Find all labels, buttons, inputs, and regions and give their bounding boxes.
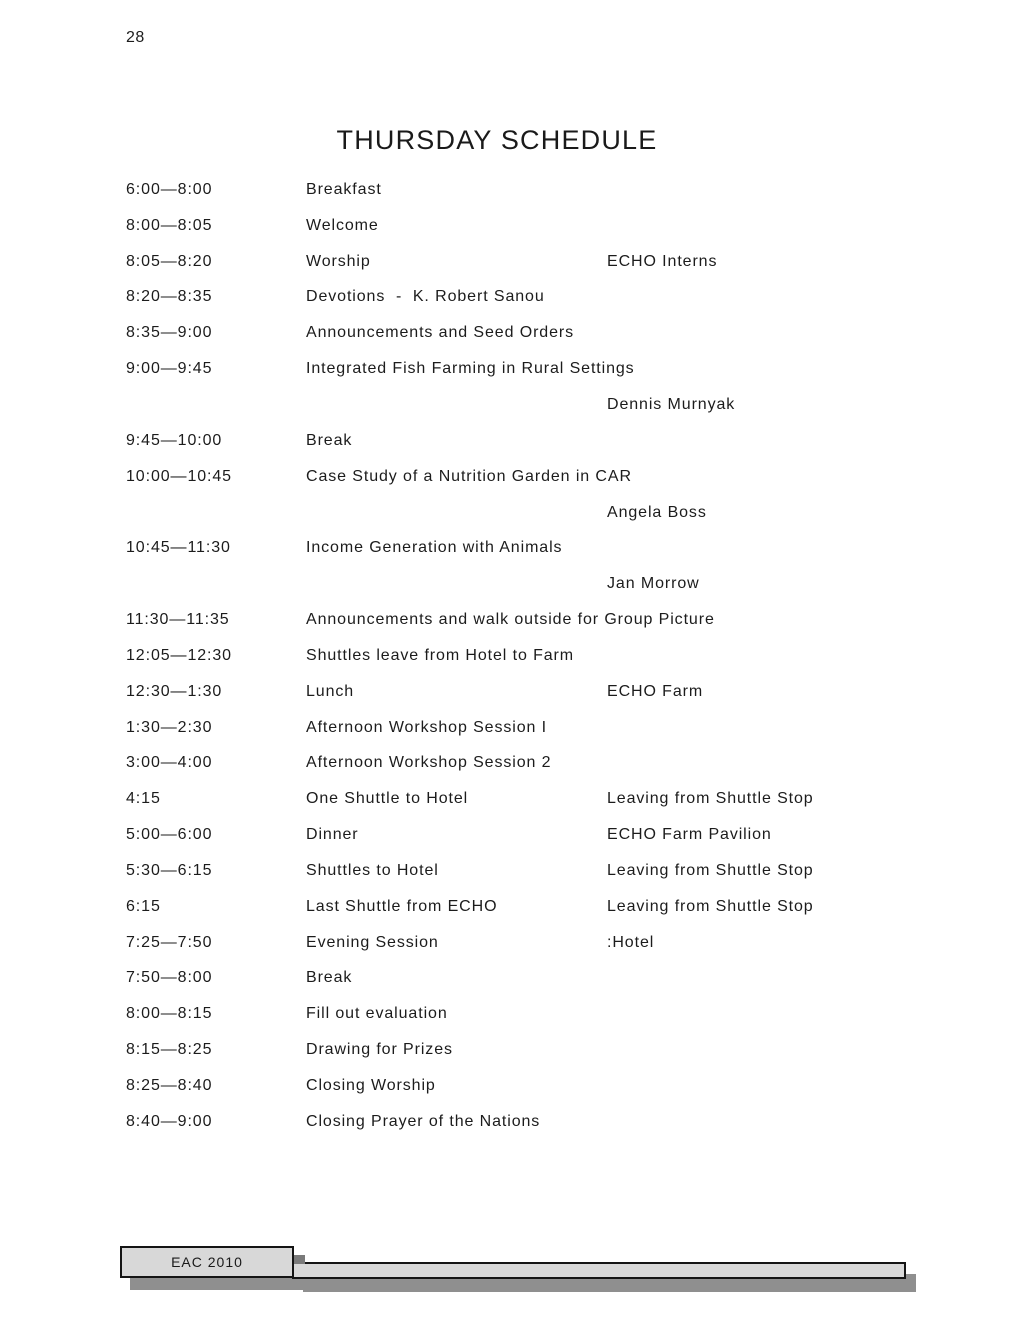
time-cell: 12:30—1:30 (126, 682, 223, 700)
activity-cell: Break (306, 431, 353, 449)
schedule-row (126, 315, 916, 351)
schedule-row (126, 674, 916, 710)
schedule-row (126, 208, 916, 244)
schedule-row (126, 638, 916, 674)
time-cell: 12:05—12:30 (126, 646, 232, 664)
activity-cell: Breakfast (306, 180, 382, 198)
schedule-row (126, 853, 916, 889)
speaker-row (126, 566, 916, 602)
time-cell: 10:00—10:45 (126, 467, 232, 485)
note-cell: ECHO Farm (607, 682, 704, 700)
schedule-row (126, 710, 916, 746)
page-title: THURSDAY SCHEDULE (336, 125, 658, 155)
note-cell: Angela Boss (607, 503, 707, 521)
schedule-row (126, 351, 916, 387)
footer-tab (120, 1246, 294, 1278)
time-cell: 8:40—9:00 (126, 1112, 213, 1130)
schedule-row (126, 530, 916, 566)
schedule-row (126, 996, 916, 1032)
schedule-row (126, 1032, 916, 1068)
activity-cell: Worship (306, 252, 371, 270)
time-cell: 8:20—8:35 (126, 288, 213, 306)
activity-cell: Lunch (306, 682, 355, 700)
schedule-row (126, 172, 916, 208)
speaker-row (126, 387, 916, 423)
schedule-row (126, 781, 916, 817)
time-cell: 1:30—2:30 (126, 718, 213, 736)
time-cell: 7:25—7:50 (126, 933, 213, 951)
time-cell: 5:30—6:15 (126, 861, 213, 879)
activity-cell: Afternoon Workshop Session 2 (306, 754, 552, 772)
schedule-row (126, 817, 916, 853)
activity-cell: Income Generation with Animals (306, 539, 563, 557)
schedule-row (126, 602, 916, 638)
time-cell: 9:45—10:00 (126, 431, 223, 449)
schedule-row (126, 746, 916, 782)
time-cell: 9:00—9:45 (126, 360, 213, 378)
schedule-row (126, 889, 916, 925)
schedule-row (126, 423, 916, 459)
activity-cell: Dinner (306, 826, 359, 844)
note-cell: Leaving from Shuttle Stop (607, 861, 814, 879)
speaker-row (126, 495, 916, 531)
activity-cell: Integrated Fish Farming in Rural Settings (306, 360, 635, 378)
activity-cell: Devotions - K. Robert Sanou (306, 288, 545, 306)
activity-cell: Closing Prayer of the Nations (306, 1112, 541, 1130)
note-cell: ECHO Farm Pavilion (607, 826, 772, 844)
activity-cell: Announcements and walk outside for Group Picture (306, 611, 715, 629)
footer-notch (294, 1255, 305, 1264)
footer-bar (292, 1262, 906, 1279)
schedule-row (126, 459, 916, 495)
note-cell: Leaving from Shuttle Stop (607, 897, 814, 915)
activity-cell: Shuttles leave from Hotel to Farm (306, 646, 575, 664)
time-cell: 8:15—8:25 (126, 1041, 213, 1059)
page-number: 28 (126, 29, 145, 46)
schedule-table (126, 172, 916, 1140)
schedule-row (126, 925, 916, 961)
activity-cell: Last Shuttle from ECHO (306, 897, 498, 915)
time-cell: 8:00—8:05 (126, 216, 213, 234)
time-cell: 8:25—8:40 (126, 1077, 213, 1095)
time-cell: 4:15 (126, 790, 161, 808)
activity-cell: Announcements and Seed Orders (306, 324, 575, 342)
time-cell: 6:00—8:00 (126, 180, 213, 198)
activity-cell: Welcome (306, 216, 379, 234)
time-cell: 5:00—6:00 (126, 826, 213, 844)
activity-cell: Fill out evaluation (306, 1005, 448, 1023)
time-cell: 7:50—8:00 (126, 969, 213, 987)
time-cell: 10:45—11:30 (126, 539, 231, 557)
schedule-row (126, 1104, 916, 1140)
activity-cell: Break (306, 969, 353, 987)
schedule-row (126, 280, 916, 316)
note-cell: Leaving from Shuttle Stop (607, 790, 814, 808)
activity-cell: Drawing for Prizes (306, 1041, 453, 1059)
schedule-row (126, 1068, 916, 1104)
time-cell: 8:35—9:00 (126, 324, 213, 342)
note-cell: :Hotel (607, 933, 655, 951)
activity-cell: One Shuttle to Hotel (306, 790, 469, 808)
schedule-row (126, 961, 916, 997)
note-cell: Jan Morrow (607, 575, 700, 593)
note-cell: ECHO Interns (607, 252, 718, 270)
activity-cell: Evening Session (306, 933, 439, 951)
footer-tab-label: EAC 2010 (171, 1254, 243, 1270)
activity-cell: Closing Worship (306, 1077, 436, 1095)
note-cell: Dennis Murnyak (607, 395, 736, 413)
activity-cell: Shuttles to Hotel (306, 861, 439, 879)
schedule-row (126, 244, 916, 280)
time-cell: 6:15 (126, 897, 161, 915)
time-cell: 8:05—8:20 (126, 252, 213, 270)
time-cell: 11:30—11:35 (126, 611, 230, 629)
time-cell: 3:00—4:00 (126, 754, 213, 772)
time-cell: 8:00—8:15 (126, 1005, 213, 1023)
activity-cell: Afternoon Workshop Session I (306, 718, 548, 736)
activity-cell: Case Study of a Nutrition Garden in CAR (306, 467, 632, 485)
